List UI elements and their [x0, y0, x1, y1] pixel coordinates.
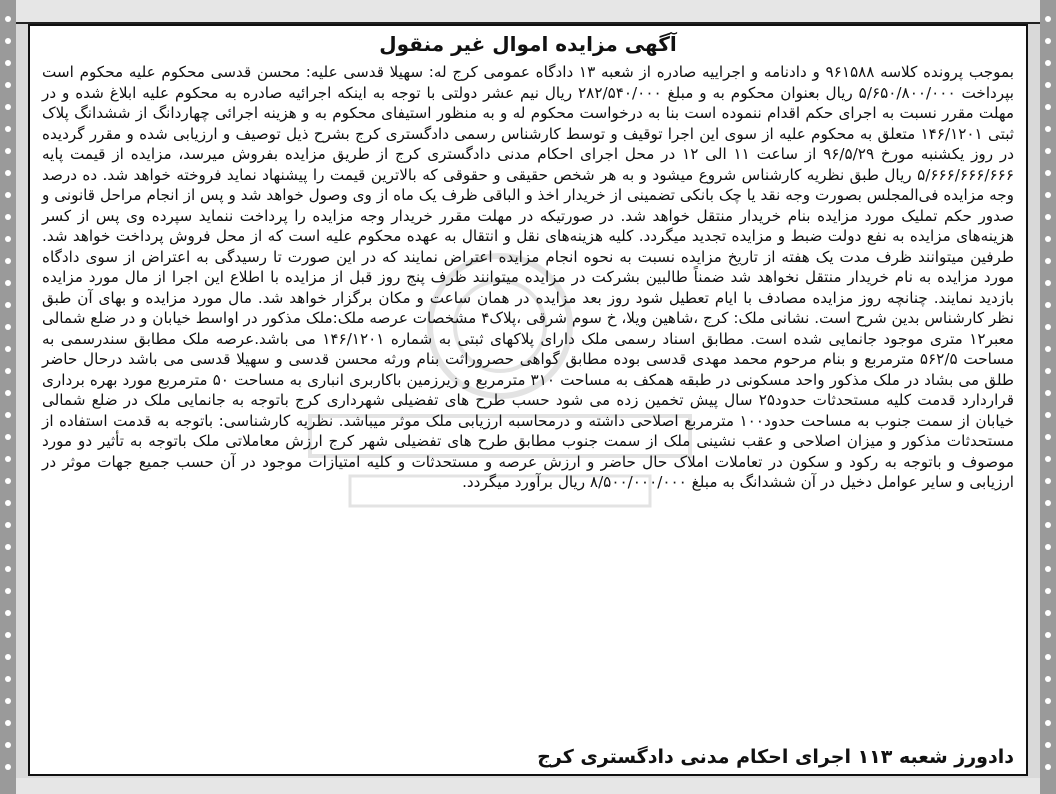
rail-dot [5, 214, 11, 220]
rail-dot [1045, 302, 1051, 308]
rail-dot [1045, 82, 1051, 88]
rail-dot [1045, 588, 1051, 594]
rail-dot [1045, 192, 1051, 198]
rail-dot [5, 698, 11, 704]
rail-dot [5, 390, 11, 396]
rail-dot [5, 148, 11, 154]
rail-dot [1045, 38, 1051, 44]
rail-dot [1045, 434, 1051, 440]
rail-dot [5, 346, 11, 352]
rail-dot [5, 434, 11, 440]
rail-dot [1045, 720, 1051, 726]
rail-dot [1045, 258, 1051, 264]
rail-dot [1045, 676, 1051, 682]
rail-dot [1045, 764, 1051, 770]
rail-dot [1045, 104, 1051, 110]
rail-dot [5, 632, 11, 638]
rail-dot [5, 478, 11, 484]
rail-dot [5, 412, 11, 418]
rail-dot [5, 522, 11, 528]
rail-dot [5, 368, 11, 374]
rail-dot [5, 588, 11, 594]
rail-dot [1045, 412, 1051, 418]
rail-dot [1045, 610, 1051, 616]
notice-body: بموجب پرونده کلاسه ۹۶۱۵۸۸ و دادنامه و اجراییه صادره از شعبه ۱۳ دادگاه عمومی کرج له: سهیلا قدسی علیه: محسن قدسی محکوم علیه محکوم است بپرداخت ۵/۶۵۰/۸۰۰/۰۰۰ ریال بعنوان محکوم به و مبلغ ۲۸۲/۵۴۰/۰۰۰ ریال نیم عشر دولتی با توجه به اینکه اجرائیه صادره به محکوم علیه ابلاغ شده و در مهلت مقرر نسبت به اجرای حکم اقدام ننموده است بنا به درخواست محکوم له و به منظور استیفای محکوم به و هزینه اجرائی چهاردانگ از ششدانگ پلاک ثبتی ۱۴۶/۱۲۰۱ متعلق به محکوم علیه از سوی این اجرا توقیف و توسط کارشناس رسمی دادگستری کرج بشرح ذیل توصیف و ارزیابی شده و مقرر گردیده در روز یکشنبه مورخ ۹۶/۵/۲۹ از ساعت ۱۱ الی ۱۲ در محل اجرای احکام مدنی دادگستری کرج از طریق مزایده بفروش میرسد، مزایده از قیمت پایه ۵/۶۶۶/۶۶۶/۶۶۶ ریال طبق نظریه کارشناس شروع میشود و به هر شخص حقیقی و حقوقی که بالاترین قیمت را پیشنهاد نماید فروخته خواهد شد. ده درصد وجه مزایده فی‌المجلس بصورت وجه نقد یا چک بانکی تضمینی از خریدار اخذ و الباقی ظرف یک ماه از وی وصول خواهد شد و پس از انجام مراحل قانونی و صدور حکم تملیک مورد مزایده بنام خریدار منتقل خواهد شد. در صورتیکه در مهلت مقرر خریدار وجه مزایده را پرداخت ننماید سپرده وی پس از کسر هزینه‌های مزایده به نفع دولت ضبط و مزایده تجدید میگردد. کلیه هزینه‌های نقل و انتقال به عهده محکوم علیه است که از محل فروش پرداخت خواهد شد. طرفین میتوانند ظرف مدت یک هفته از تاریخ مزایده نسبت به نحوه انجام مزایده اعتراض نمایند که در این صورت تا رسیدگی به اعتراض از سوی دادگاه مورد مزایده به نام خریدار منتقل نخواهد شد ضمناً طالبین بشرکت در مزایده میتوانند ظرف پنج روز قبل از مزایده با اطلاع این اجرا از مال مورد مزایده بازدید نمایند. چنانچه روز مزایده مصادف با ایام تعطیل شود روز بعد مزایده در همان ساعت و مکان برگزار خواهد شد. مال مورد مزایده و بهای آن طبق نظر کارشناس بدین شرح است. نشانی ملک: کرج ،شاهین ویلا، خ سوم شرقی ،پلاک۴ مشخصات عرصه ملک:ملک مذکور در اواسط خیابان و در ضلع شمالی معبر۱۲ متری موجود جانمایی شده است. مطابق اسناد رسمی ملک دارای پلاکهای ثبتی به شماره ۱۴۶/۱۲۰۱ می باشد.عرصه ملک مطابق سندرسمی به مساحت ۵۶۲/۵ مترمربع و بنام مرحوم محمد مهدی قدسی بوده مطابق گواهی حصروراثت بنام ورثه محسن قدسی و سهیلا قدسی می باشد درحال حاضر طلق می بشاد در ملک مذکور واحد مسکونی در طبقه همکف به مساحت ۳۱۰ مترمربع و زیرزمین باکاربری انباری به مساحت ۵۰ مترمربع مورد بهره برداری قراردارد قدمت کلیه مستحدثات حدود۲۵ سال پیش تخمین زده می شود حسب طرح های تفضیلی شهرداری کرج باتوجه به جانمایی ملک در ضلع شمالی خیابان از سمت جنوب به مساحت حدود۱۰۰ مترمربع اصلاحی داشته و درمحاسبه ارزیابی ملک موثر میباشد. نظریه کارشناسی: باتوجه به قدمت استفاده از مستحدثات مذکور و میزان اصلاحی و عقب نشینی ملک از سمت جنوب مطابق طرح های تفضیلی شهر کرج ارزش معاملاتی ملک باتوجه به تأثیر دو مورد موصوف و باتوجه به رکود و سکون در تعاملات املاک حال حاضر و ارزش عرصه و مستحدثات و کلیه امتیازات موجود در آن حسب جمیع جهات موثر در ارزیابی و سایر عوامل دخیل در آن ششدانگ به مبلغ ۸/۵۰۰/۰۰۰/۰۰۰ ریال برآورد میگردد. [42, 63, 1015, 491]
rail-dot [5, 104, 11, 110]
rail-dot [5, 720, 11, 726]
top-strip [16, 0, 1040, 24]
rail-dot [5, 324, 11, 330]
rail-dot [1045, 126, 1051, 132]
notice-signature: دادورز شعبه ۱۱۳ اجرای احکام مدنی دادگستری کرج [537, 746, 1014, 768]
rail-dot [1045, 368, 1051, 374]
rail-dot [1045, 236, 1051, 242]
notice-title: آگهی مزایده اموال غیر منقول [379, 32, 677, 56]
rail-dot [1045, 324, 1051, 330]
rail-dot [5, 192, 11, 198]
rail-dot [5, 544, 11, 550]
rail-dot [5, 16, 11, 22]
rail-dot [1045, 566, 1051, 572]
rail-dot [1045, 742, 1051, 748]
rail-dot [5, 566, 11, 572]
rail-dot [5, 170, 11, 176]
notice-card [28, 24, 1028, 776]
rail-dot [5, 236, 11, 242]
rail-dot [5, 82, 11, 88]
rail-dot [5, 764, 11, 770]
rail-dot [5, 500, 11, 506]
rail-dot [1045, 500, 1051, 506]
right-punch-rail [1040, 0, 1056, 794]
rail-dot [1045, 698, 1051, 704]
rail-dot [5, 258, 11, 264]
rail-dot [1045, 522, 1051, 528]
rail-dot [1045, 280, 1051, 286]
rail-dot [1045, 478, 1051, 484]
rail-dot [1045, 544, 1051, 550]
rail-dot [1045, 456, 1051, 462]
rail-dot [1045, 16, 1051, 22]
rail-dot [5, 38, 11, 44]
rail-dot [1045, 170, 1051, 176]
rail-dot [1045, 60, 1051, 66]
rail-dot [5, 654, 11, 660]
rail-dot [5, 280, 11, 286]
rail-dot [5, 610, 11, 616]
rail-dot [5, 126, 11, 132]
rail-dot [1045, 346, 1051, 352]
left-punch-rail [0, 0, 16, 794]
rail-dot [5, 676, 11, 682]
rail-dot [5, 60, 11, 66]
bottom-strip [16, 778, 1040, 794]
rail-dot [1045, 390, 1051, 396]
rail-dot [1045, 148, 1051, 154]
rail-dot [1045, 654, 1051, 660]
rail-dot [1045, 214, 1051, 220]
rail-dot [5, 456, 11, 462]
rail-dot [5, 302, 11, 308]
rail-dot [5, 742, 11, 748]
rail-dot [1045, 632, 1051, 638]
